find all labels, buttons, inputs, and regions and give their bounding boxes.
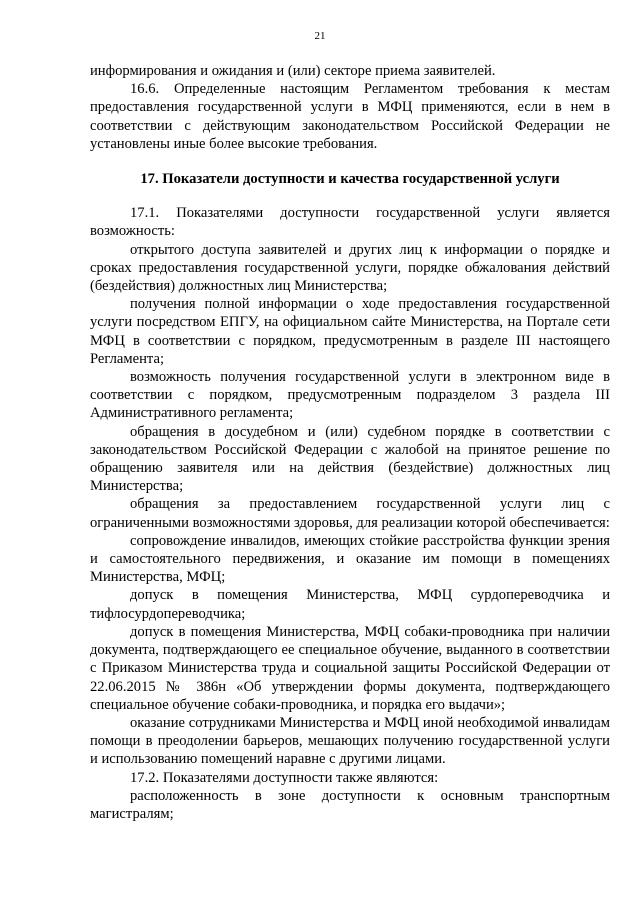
paragraph: допуск в помещения Министерства, МФЦ собаки-проводника при наличии документа, подтверждающего ее специальное обучение, выданного в соответствии с Приказом Министерства труда и социальной защиты Российской Федерации от 22.06.2015 № 386н «Об утверждении формы документа, подтверждающего специальное обучение собаки-проводника, и порядка его выдачи»; [90,623,610,713]
paragraph: оказание сотрудниками Министерства и МФЦ иной необходимой инвалидам помощи в преодолении барьеров, мешающих получению государственной услуги и использованию помещений наравне с другими лицами. [90,714,610,768]
paragraph-17-2: 17.2. Показателями доступности также являются: [130,769,439,786]
page-number: 21 [314,30,326,42]
paragraph: получения полной информации о ходе предоставления государственной услуги посредством ЕПГУ, на официальном сайте Министерства, на Портале сети МФЦ в соответствии с порядком, предусмотренным в разделе III настоящего Регламента; [90,296,610,367]
paragraph: допуск в помещения Министерства, МФЦ сурдопереводчика и тифлосурдопереводчика; [90,587,610,622]
section-title: 17. Показатели доступности и качества государственной услуги [140,171,560,188]
paragraph: сопровождение инвалидов, имеющих стойкие расстройства функции зрения и самостоятельного передвижения, и оказание им помощи в помещениях Министерства, МФЦ; [90,532,610,586]
paragraph-17-1: 17.1. Показателями доступности государственной услуги является возможность: [90,205,610,240]
paragraph: открытого доступа заявителей и других лиц к информации о порядке и сроках предоставления государственной услуги, порядке обжалования действий (бездействия) должностных лиц Министерства; [90,241,610,295]
document-body [90,62,610,823]
paragraph: возможность получения государственной услуги в электронном виде в соответствии с порядком, предусмотренным подразделом 3 раздела III Административного регламента; [90,369,610,422]
paragraph-16-6: 16.6. Определенные настоящим Регламентом требования к местам предоставления государственной услуги в МФЦ применяются, если в нем в соответствии с действующим законодательством Российской Федерации не установлены иные более высокие требования. [90,81,610,152]
paragraph: расположенность в зоне доступности к основным транспортным магистралям; [90,787,610,822]
paragraph-continuation: информирования и ожидания и (или) секторе приема заявителей. [90,63,496,79]
paragraph: обращения в досудебном и (или) судебном порядке в соответствии с законодательством Российской Федерации с жалобой на принятое решение по обращению заявителя или на действия (бездействие) должностных лиц Министерства; [90,423,610,495]
paragraph: обращения за предоставлением государственной услуги лиц с ограниченными возможностями здоровья, для реализации которой обеспечивается: [90,496,610,531]
